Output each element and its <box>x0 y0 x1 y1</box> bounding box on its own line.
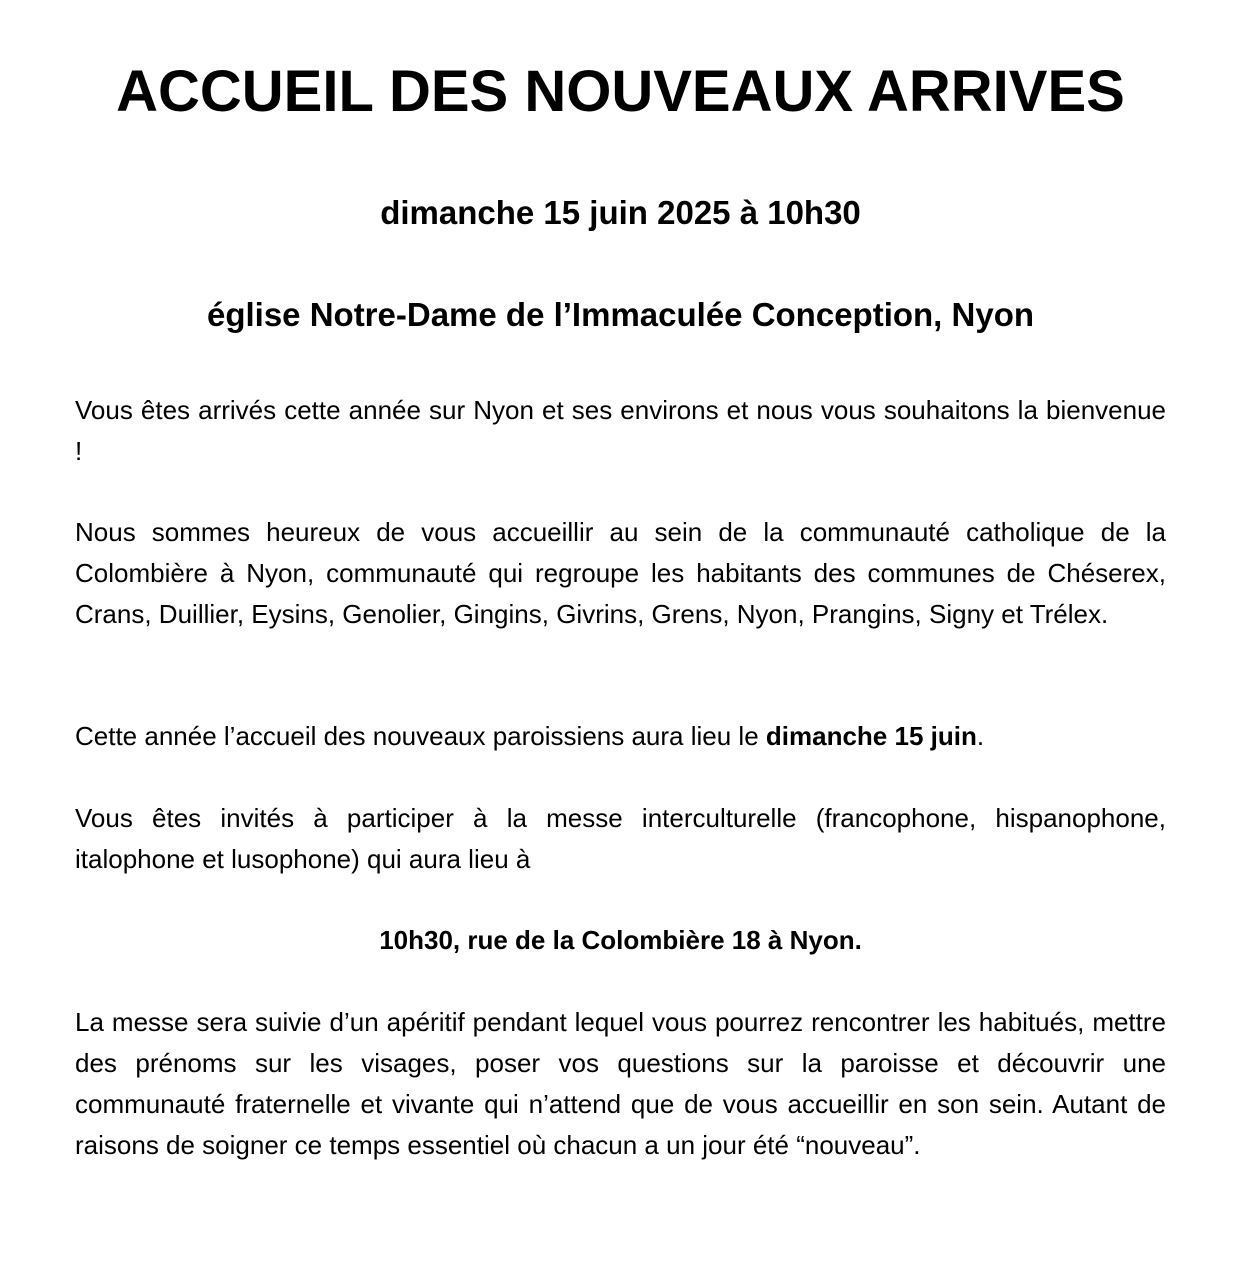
event-location: église Notre-Dame de l’Immaculée Conception, Nyon <box>206 296 1035 333</box>
announcement-text-after: . <box>976 721 985 751</box>
event-announcement-paragraph <box>75 716 1166 757</box>
time-address-line: 10h30, rue de la Colombière 18 à Nyon. <box>379 925 862 955</box>
event-date: dimanche 15 juin 2025 à 10h30 <box>380 194 861 231</box>
aperitif-paragraph: La messe sera suivie d’un apéritif pendant lequel vous pourrez rencontrer les habitués, mettre des prénoms sur les visages, poser vos questions sur la paroisse et découvrir une communauté fraternelle et vivante qui n’attend que de vous accueillir en son sein. Autant de raisons de soigner ce temps essentiel où chacun a un jour été “nouveau”. <box>75 1007 1166 1160</box>
community-paragraph: Nous sommes heureux de vous accueillir au sein de la communauté catholique de la Colombière à Nyon, communauté qui regroupe les habitants des communes de Chéserex, Crans, Duillier, Eysins, Genolier, Gingins, Givrins, Grens, Nyon, Prangins, Signy et Trélex. <box>75 517 1166 629</box>
welcome-paragraph: Vous êtes arrivés cette année sur Nyon et ses environs et nous vous souhaitons la bienvenue ! <box>75 395 1166 466</box>
announcement-text-before: Cette année l’accueil des nouveaux paroissiens aura lieu le <box>75 721 766 751</box>
page-title: ACCUEIL DES NOUVEAUX ARRIVES <box>116 59 1125 124</box>
announcement-date-bold: dimanche 15 juin <box>765 721 977 751</box>
invitation-paragraph: Vous êtes invités à participer à la messe interculturelle (francophone, hispanophone, italophone et lusophone) qui aura lieu à <box>75 803 1166 874</box>
